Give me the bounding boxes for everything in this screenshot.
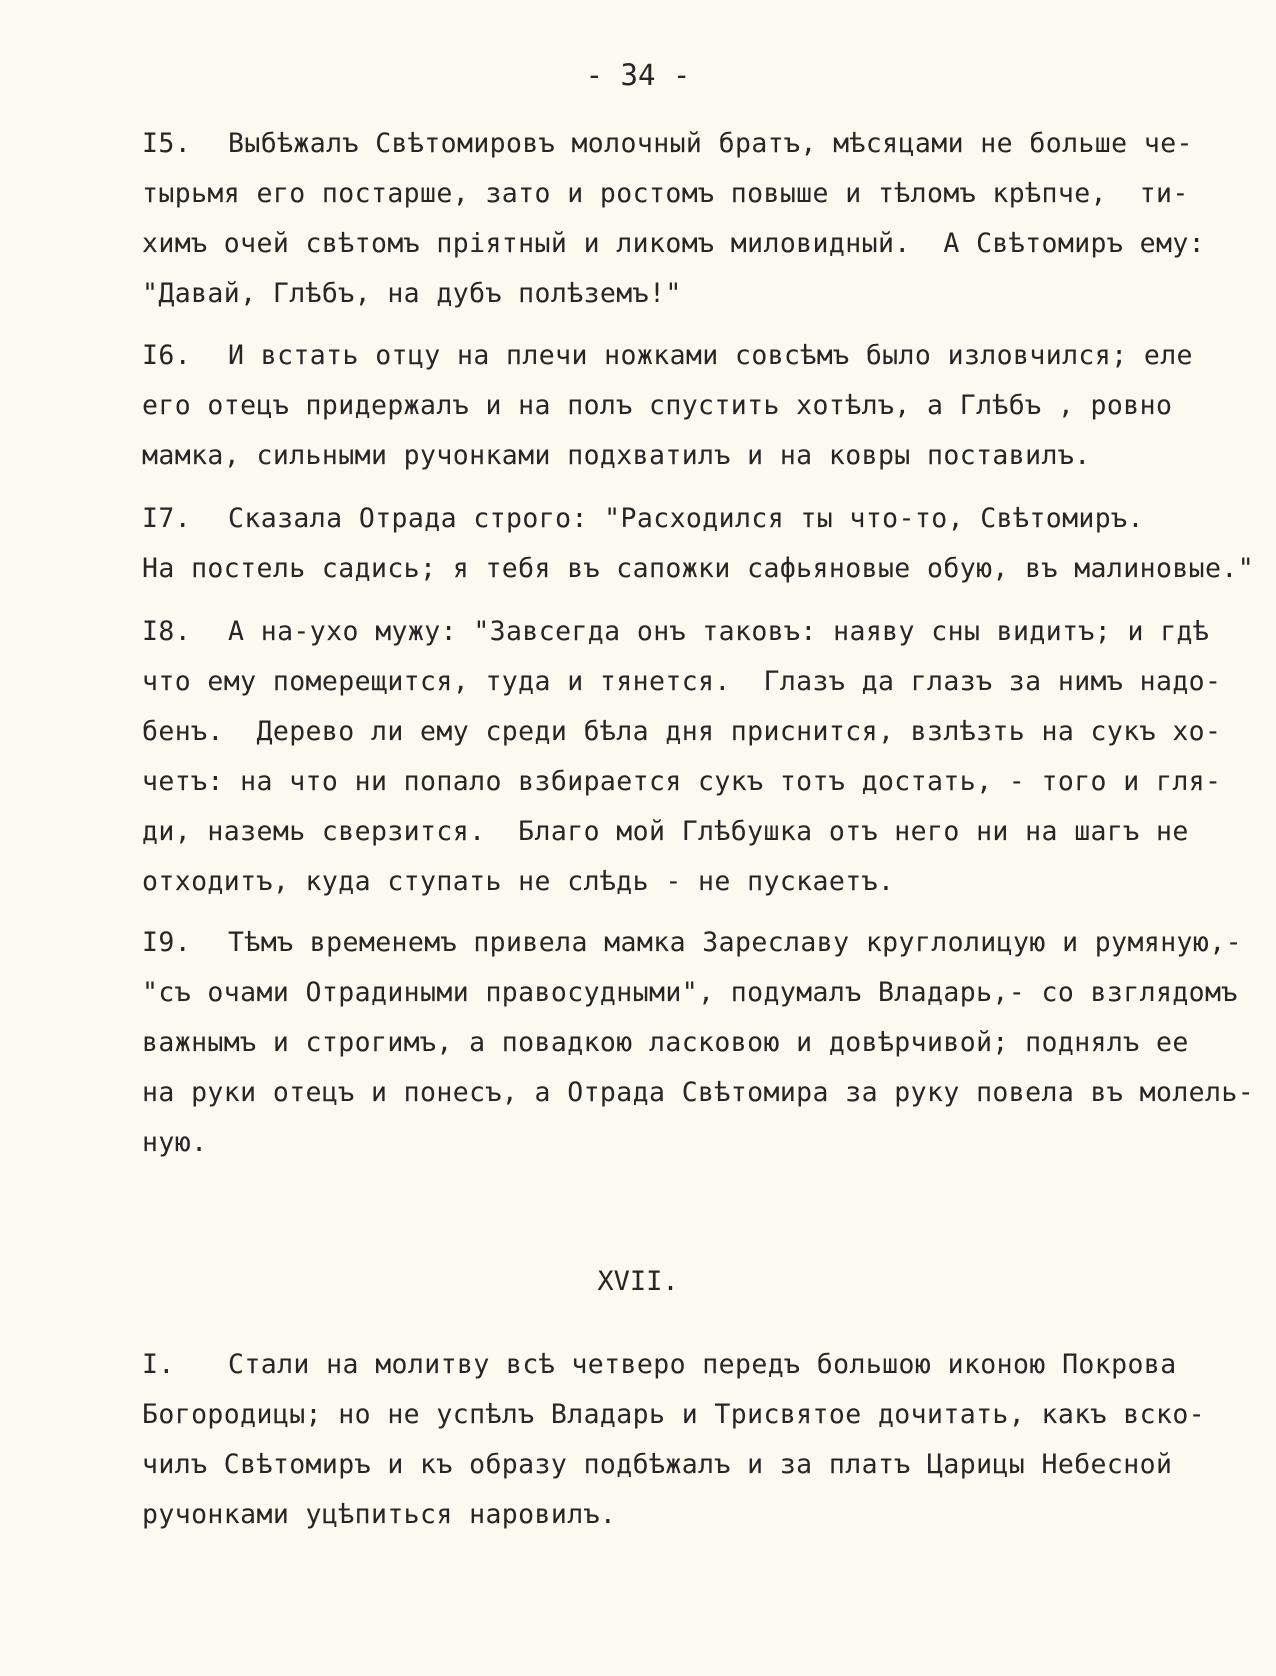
text-line	[142, 918, 1252, 968]
line-text: Стали на молитву всѣ четверо передъ большою иконою Покрова	[228, 1349, 1177, 1380]
text-line: "Давай, Глѣбъ, на дубъ полѣземъ!"	[142, 278, 682, 309]
line-text: А на-ухо мужу: "Завсегда онъ таковъ: наяву сны видитъ; и гдѣ	[228, 616, 1210, 647]
text-line: на руки отецъ и понесъ, а Отрада Свѣтомира за руку повела въ молель-	[142, 1077, 1255, 1108]
text-line: отходитъ, куда ступать не слѣдь - не пускаетъ.	[142, 866, 895, 897]
section-heading: XVII.	[597, 1266, 679, 1297]
text-line	[142, 494, 1252, 544]
paragraph-number: I.	[142, 1349, 175, 1380]
text-line: чилъ Свѣтомиръ и къ образу подбѣжалъ и за платъ Царицы Небесной	[142, 1449, 1173, 1480]
text-line: ную.	[142, 1127, 208, 1158]
text-line: На постель садись; я тебя въ сапожки сафьяновые обую, въ малиновые."	[142, 553, 1255, 584]
line-text: И встать отцу на плечи ножками совсѣмъ было изловчился; еле	[228, 340, 1193, 371]
text-line: ди, наземь сверзится. Благо мой Глѣбушка отъ него ни на шагъ не	[142, 816, 1189, 847]
paragraph-19	[142, 918, 1255, 1168]
section-paragraph-1	[142, 1340, 1252, 1540]
text-line	[142, 1340, 1252, 1390]
line-text: Сказала Отрада строго: "Расходился ты что-то, Свѣтомиръ.	[228, 503, 1144, 534]
paragraph-number: I9.	[142, 927, 192, 958]
page-number: - 34 -	[585, 58, 691, 92]
text-line: что ему померещится, туда и тянется. Глазъ да глазъ за нимъ надо-	[142, 666, 1222, 697]
line-text: Выбѣжалъ Свѣтомировъ молочный братъ, мѣсяцами не больше че-	[228, 128, 1193, 159]
text-line	[142, 331, 1252, 381]
text-line: четъ: на что ни попало взбирается сукъ тотъ достать, - того и гля-	[142, 766, 1222, 797]
text-line: ручонками уцѣпиться наровилъ.	[142, 1499, 617, 1530]
text-line: Богородицы; но не успѣлъ Владарь и Трисвятое дочитать, какъ вско-	[142, 1399, 1206, 1430]
paragraph-17	[142, 494, 1255, 594]
text-line: мамка, сильными ручонками подхватилъ и на ковры поставилъ.	[142, 440, 1091, 471]
line-text: Тѣмъ временемъ привела мамка Зареславу круглолицую и румяную,-	[228, 927, 1242, 958]
text-line: его отецъ придержалъ и на полъ спустить хотѣлъ, а Глѣбъ , ровно	[142, 390, 1173, 421]
text-line: важнымъ и строгимъ, а повадкою ласковою и довѣрчивой; поднялъ ее	[142, 1027, 1189, 1058]
text-line: бенъ. Дерево ли ему среди бѣла дня приснится, взлѣзть на сукъ хо-	[142, 716, 1222, 747]
text-line: тырьмя его постарше, зато и ростомъ повыше и тѣломъ крѣпче, ти-	[142, 178, 1189, 209]
paragraph-number: I8.	[142, 616, 192, 647]
paragraph-number: I7.	[142, 503, 192, 534]
paragraph-number: I6.	[142, 340, 192, 371]
text-line	[142, 607, 1252, 657]
text-line: химъ очей свѣтомъ пріятный и ликомъ миловидный. А Свѣтомиръ ему:	[142, 228, 1206, 259]
paragraph-18	[142, 607, 1252, 907]
paragraph-15	[142, 119, 1252, 319]
paragraph-number: I5.	[142, 128, 192, 159]
text-line	[142, 119, 1252, 169]
text-line: "съ очами Отрадиными правосудными", подумалъ Владарь,- со взглядомъ	[142, 977, 1238, 1008]
paragraph-16	[142, 331, 1252, 481]
